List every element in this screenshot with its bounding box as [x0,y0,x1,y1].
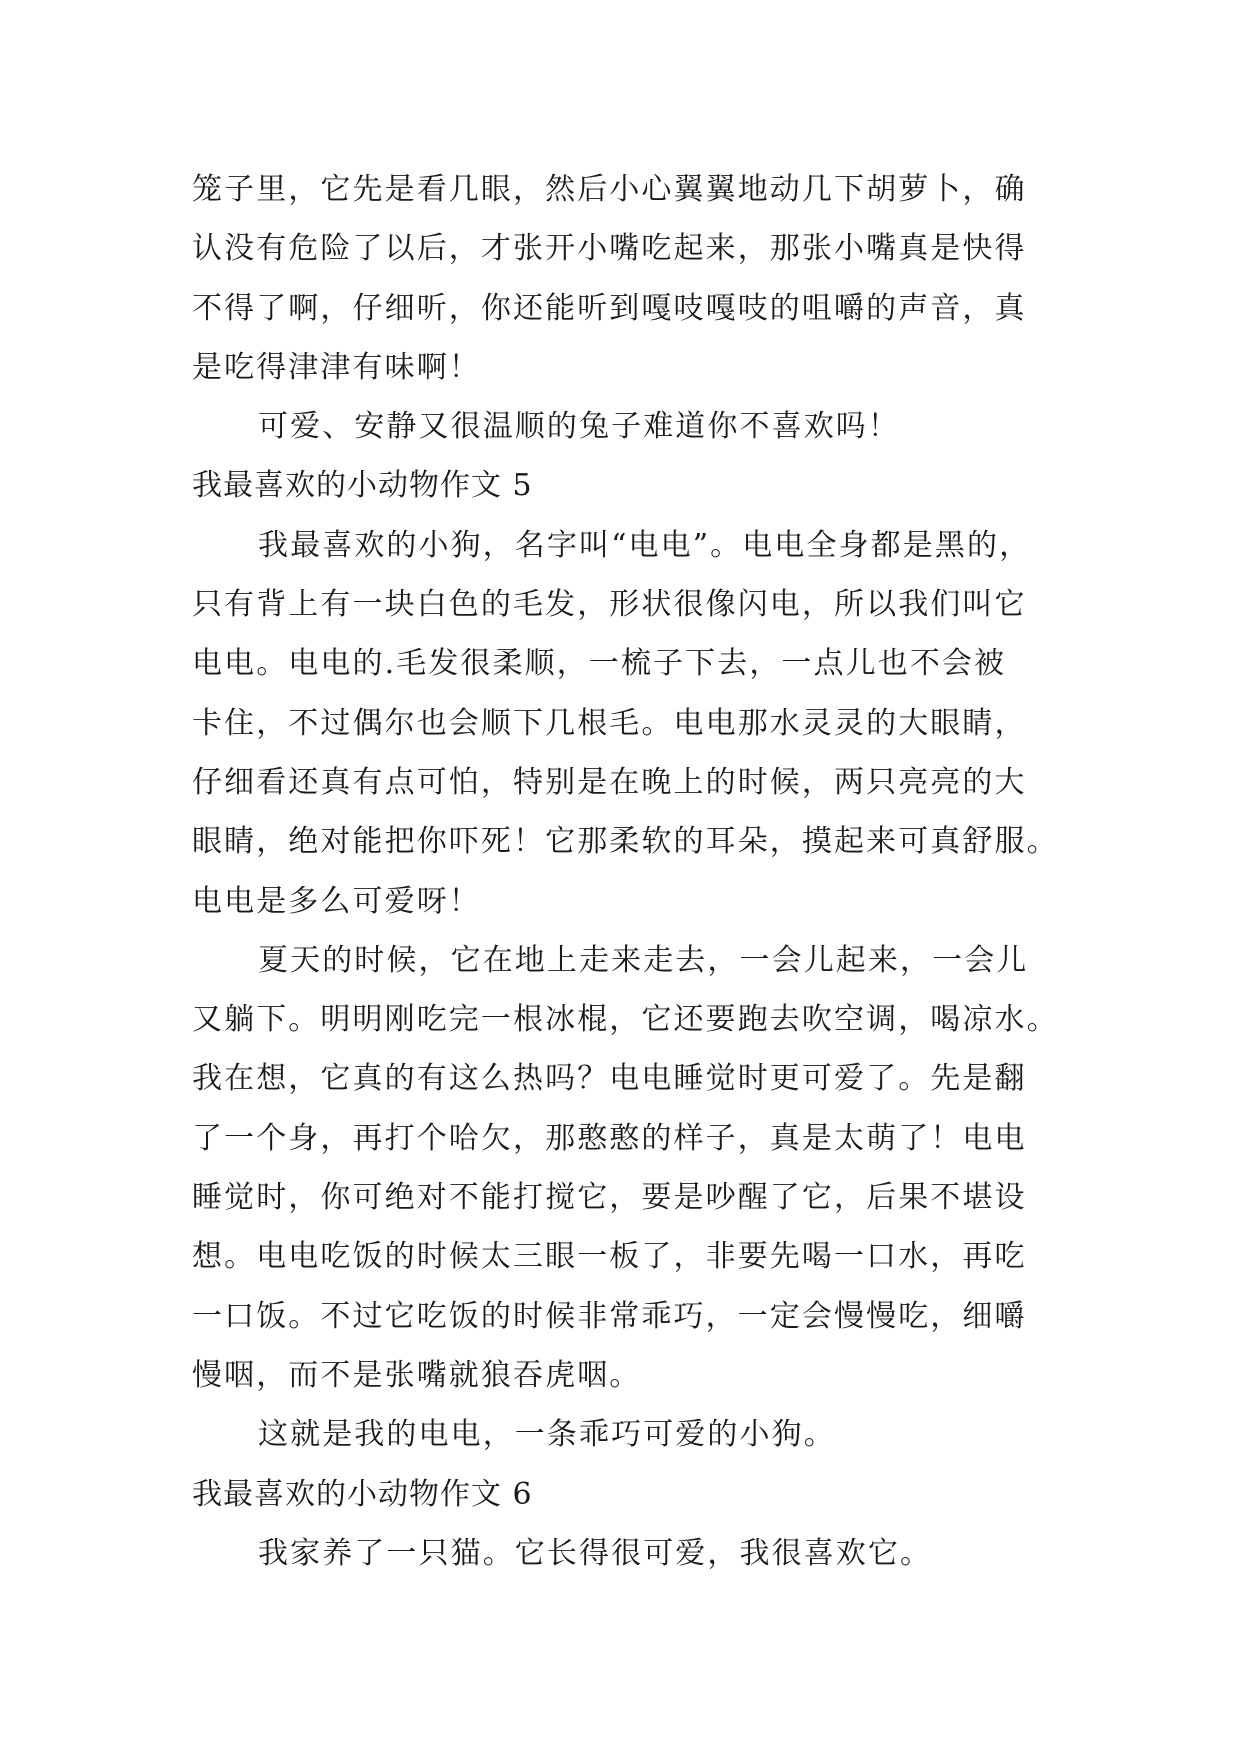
paragraph-line: 仔细看还真有点可怕，特别是在晚上的时候，两只亮亮的大 [192,764,1027,800]
paragraph-line: 卡住，不过偶尔也会顺下几根毛。电电那水灵灵的大眼睛， [192,705,1027,741]
paragraph-line: 睡觉时，你可绝对不能打搅它，要是吵醒了它，后果不堪设 [192,1180,1027,1216]
paragraph-line: 眼睛，绝对能把你吓死！它那柔软的耳朵，摸起来可真舒服。 [192,824,1059,860]
paragraph-first-line: 夏天的时候，它在地上走来走去，一会儿起来，一会儿 [258,942,1029,978]
paragraph-line: 不得了啊，仔细听，你还能听到嘎吱嘎吱的咀嚼的声音，真 [192,290,1027,326]
paragraph-first-line: 可爱、安静又很温顺的兔子难道你不喜欢吗！ [258,409,900,445]
paragraph-line: 一口饭。不过它吃饭的时候非常乖巧，一定会慢慢吃，细嚼 [192,1298,1027,1334]
paragraph-line: 认没有危险了以后，才张开小嘴吃起来，那张小嘴真是快得 [192,231,1027,267]
paragraph-line: 我在想，它真的有这么热吗？电电睡觉时更可爱了。先是翻 [192,1061,1027,1097]
section-heading: 我最喜欢的小动物作文 5 [192,468,533,504]
paragraph-line: 只有背上有一块白色的毛发，形状很像闪电，所以我们叫它 [192,587,1027,623]
paragraph-line: 了一个身，再打个哈欠，那憨憨的样子，真是太萌了！电电 [192,1120,1027,1156]
paragraph-line: 慢咽，而不是张嘴就狼吞虎咽。 [192,1357,642,1393]
paragraph-line: 电电。电电的.毛发很柔顺，一梳子下去，一点儿也不会被 [192,646,1007,682]
paragraph-line: 电电是多么可爱呀！ [192,883,481,919]
paragraph-line: 想。电电吃饭的时候太三眼一板了，非要先喝一口水，再吃 [192,1239,1027,1275]
paragraph-line: 又躺下。明明刚吃完一根冰棍，它还要跑去吹空调，喝凉水。 [192,1002,1059,1038]
document-page [192,160,1062,1583]
paragraph-first-line: 我最喜欢的小狗，名字叫“电电”。电电全身都是黑的， [258,527,1032,563]
paragraph-line: 笼子里，它先是看几眼，然后小心翼翼地动几下胡萝卜，确 [192,172,1027,207]
paragraph-first-line: 这就是我的电电，一条乖巧可爱的小狗。 [258,1417,836,1453]
paragraph-first-line: 我家养了一只猫。它长得很可爱，我很喜欢它。 [258,1535,933,1571]
paragraph-line: 是吃得津津有味啊！ [192,349,481,385]
section-heading: 我最喜欢的小动物作文 6 [192,1476,533,1512]
